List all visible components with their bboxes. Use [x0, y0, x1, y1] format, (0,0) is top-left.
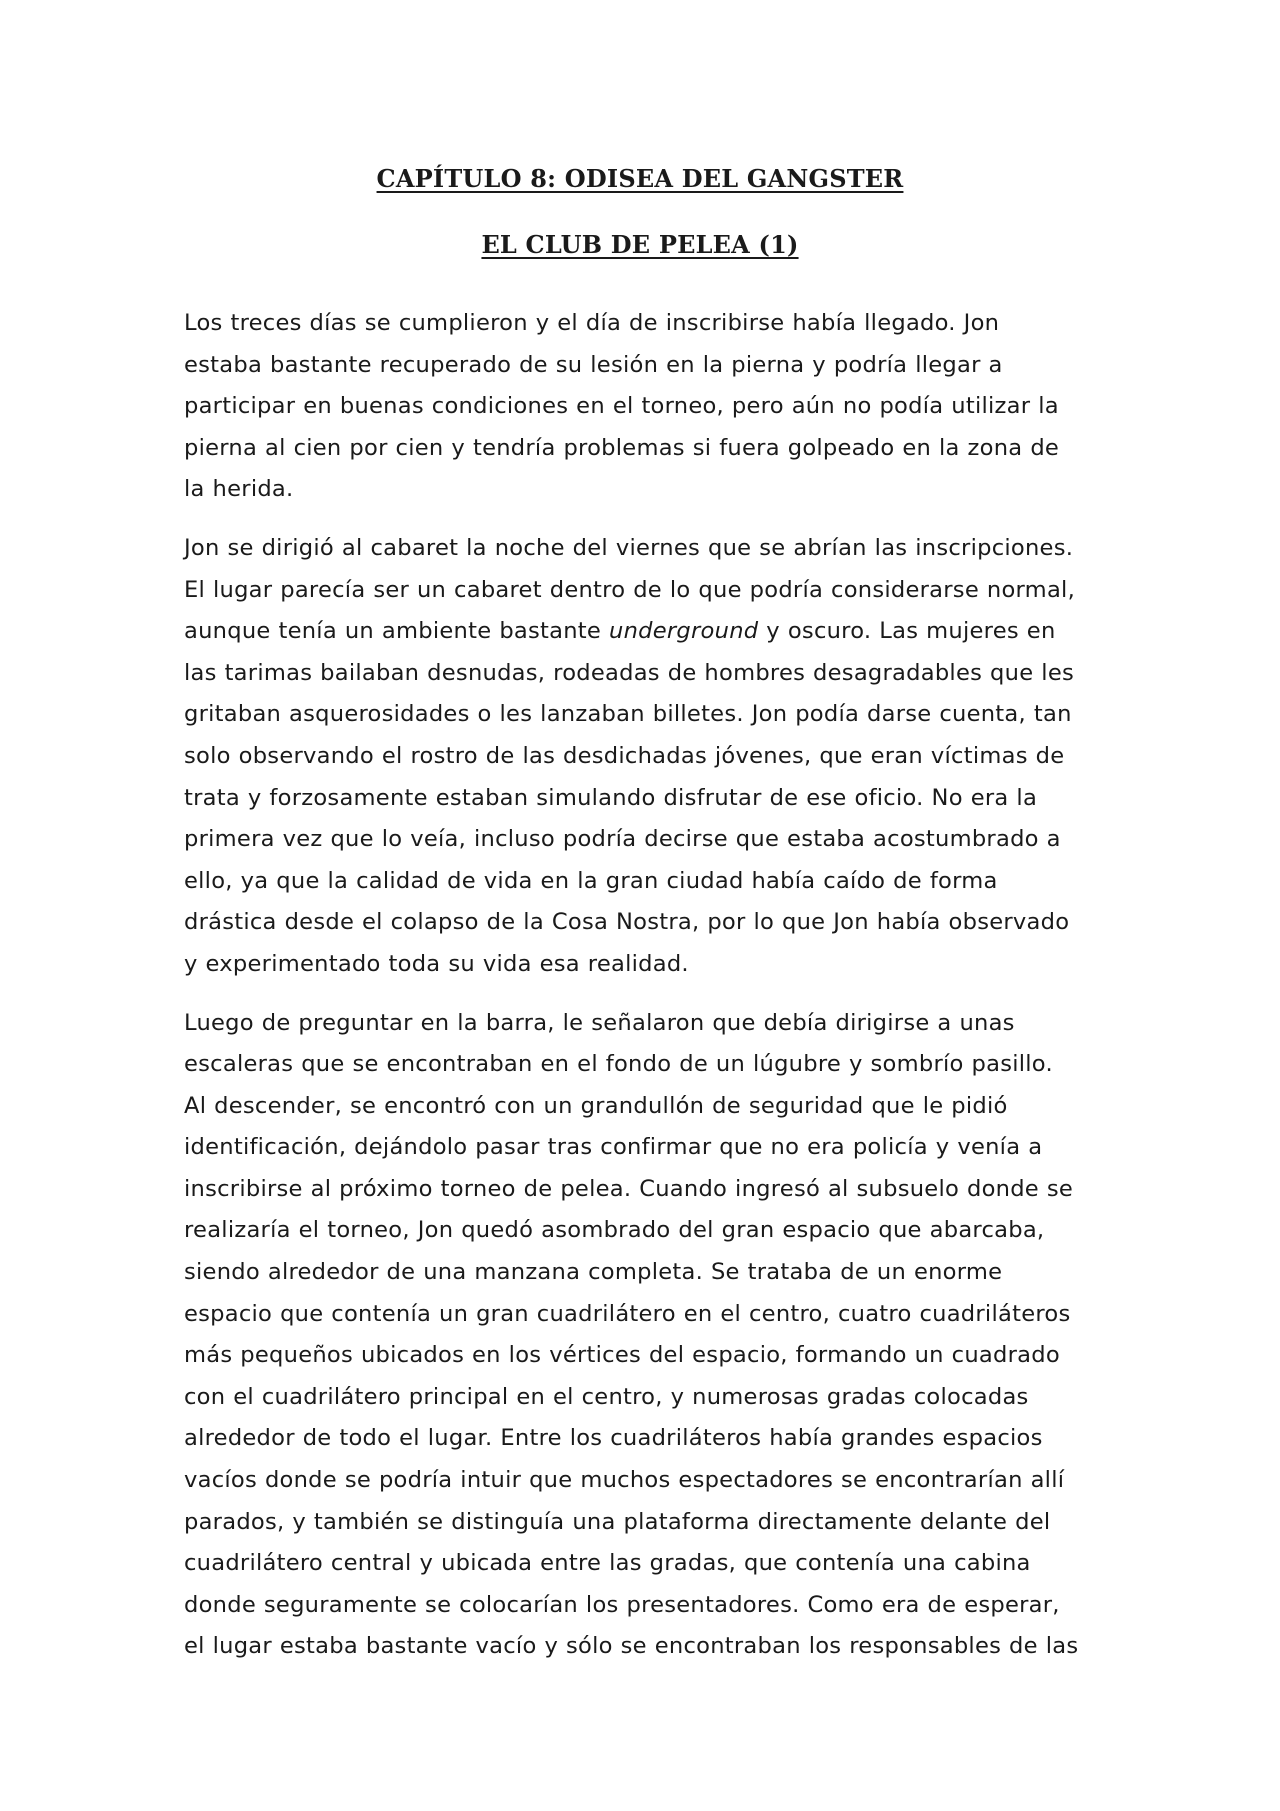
- text-line: realizaría el torneo, Jon quedó asombrado del gran espacio que abarcaba,: [184, 1217, 1045, 1244]
- text-line: las tarimas bailaban desnudas, rodeadas de hombres desagradables que les: [184, 659, 1074, 686]
- chapter-title: CAPÍTULO 8: ODISEA DEL GANGSTER: [376, 164, 904, 193]
- text-line: primera vez que lo veía, incluso podría decirse que estaba acostumbrado a: [184, 826, 1061, 853]
- text-segment: y oscuro. Las mujeres en: [758, 618, 1056, 645]
- paragraph: [184, 1003, 1099, 1669]
- text-line: la herida.: [184, 476, 294, 503]
- text-line: espacio que contenía un gran cuadrilátero en el centro, cuatro cuadriláteros: [184, 1300, 1071, 1327]
- text-line: más pequeños ubicados en los vértices del espacio, formando un cuadrado: [184, 1342, 1060, 1369]
- text-line: pierna al cien por cien y tendría problemas si fuera golpeado en la zona de: [184, 434, 1060, 461]
- body-text: [184, 303, 1099, 1685]
- paragraph: [184, 303, 1099, 511]
- text-line: Luego de preguntar en la barra, le señalaron que debía dirigirse a unas: [184, 1009, 1015, 1036]
- text-line: [184, 611, 1099, 653]
- section-title: EL CLUB DE PELEA (1): [481, 230, 799, 259]
- text-segment: aunque tenía un ambiente bastante: [184, 618, 609, 645]
- text-line: Los treces días se cumplieron y el día de inscribirse había llegado. Jon: [184, 310, 1000, 336]
- text-line: cuadrilátero central y ubicada entre las gradas, que contenía una cabina: [184, 1550, 1031, 1577]
- paragraph: [184, 528, 1099, 986]
- italic-text: underground: [609, 618, 759, 645]
- text-line: alrededor de todo el lugar. Entre los cuadriláteros había grandes espacios: [184, 1425, 1043, 1452]
- text-line: gritaban asquerosidades o les lanzaban billetes. Jon podía darse cuenta, tan: [184, 701, 1072, 728]
- text-line: Al descender, se encontró con un grandullón de seguridad que le pidió: [184, 1092, 1008, 1119]
- text-line: escaleras que se encontraban en el fondo de un lúgubre y sombrío pasillo.: [184, 1051, 1053, 1078]
- text-line: vacíos donde se podría intuir que muchos espectadores se encontrarían allí: [184, 1467, 1065, 1494]
- text-line: El lugar parecía ser un cabaret dentro de lo que podría considerarse normal,: [184, 576, 1075, 603]
- text-line: participar en buenas condiciones en el torneo, pero aún no podía utilizar la: [184, 393, 1059, 420]
- text-line: solo observando el rostro de las desdichadas jóvenes, que eran víctimas de: [184, 742, 1065, 769]
- text-line: estaba bastante recuperado de su lesión en la pierna y podría llegar a: [184, 351, 1003, 378]
- text-line: con el cuadrilátero principal en el centro, y numerosas gradas colocadas: [184, 1383, 1029, 1410]
- text-line: inscribirse al próximo torneo de pelea. Cuando ingresó al subsuelo donde se: [184, 1175, 1074, 1202]
- text-line: drástica desde el colapso de la Cosa Nostra, por lo que Jon había observado: [184, 909, 1070, 936]
- text-line: parados, y también se distinguía una plataforma directamente delante del: [184, 1508, 1051, 1535]
- text-line: el lugar estaba bastante vacío y sólo se encontraban los responsables de las: [184, 1633, 1079, 1660]
- text-line: y experimentado toda su vida esa realidad.: [184, 950, 689, 977]
- text-line: trata y forzosamente estaban simulando disfrutar de ese oficio. No era la: [184, 784, 1038, 811]
- text-line: ello, ya que la calidad de vida en la gran ciudad había caído de forma: [184, 867, 998, 894]
- text-line: Jon se dirigió al cabaret la noche del viernes que se abrían las inscripciones.: [184, 534, 1074, 561]
- text-line: donde seguramente se colocarían los presentadores. Como era de esperar,: [184, 1591, 1060, 1618]
- text-line: siendo alrededor de una manzana completa. Se trataba de un enorme: [184, 1259, 1003, 1286]
- text-line: identificación, dejándolo pasar tras confirmar que no era policía y venía a: [184, 1134, 1043, 1161]
